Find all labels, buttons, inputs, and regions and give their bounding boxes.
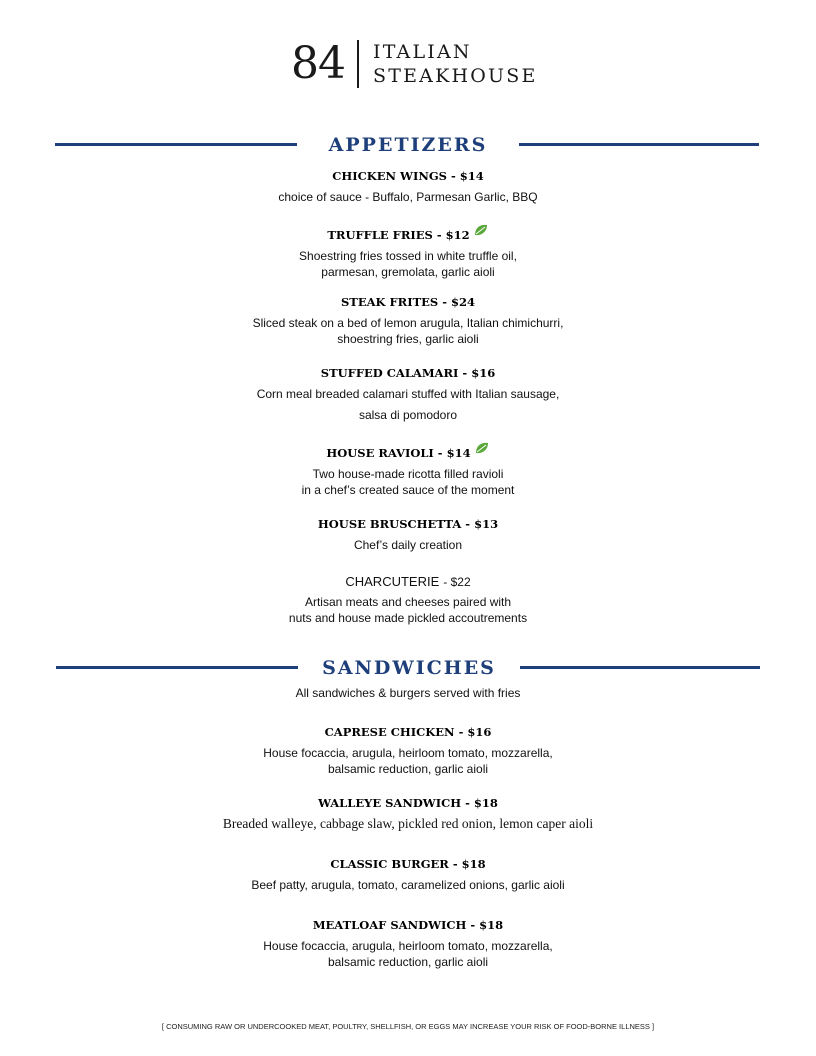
- section-rule-right: [519, 143, 759, 146]
- menu-item-name: TRUFFLE FRIES - $12: [327, 228, 470, 242]
- menu-item-desc: Corn meal breaded calamari stuffed with Italian sausage,: [256, 387, 560, 401]
- menu-item-desc: Sliced steak on a bed of lemon arugula, Italian chimichurri,: [252, 316, 564, 330]
- menu-item-price: - $22: [443, 575, 471, 589]
- logo-number: 84: [291, 38, 345, 89]
- appetizers-heading: APPETIZERS: [328, 134, 488, 156]
- menu-item-desc: Artisan meats and cheeses paired with: [304, 595, 512, 609]
- food-safety-disclaimer: [ CONSUMING RAW OR UNDERCOOKED MEAT, POULTRY, SHELLFISH, OR EGGS MAY INCREASE YOUR RISK OF FOOD-BORNE ILLNESS ]: [161, 1022, 655, 1031]
- menu-item-desc: salsa di pomodoro: [358, 408, 458, 422]
- section-rule-right: [520, 666, 760, 669]
- menu-item-name: STUFFED CALAMARI - $16: [320, 366, 496, 380]
- logo-line-1: ITALIAN: [373, 41, 472, 63]
- menu-item-desc: Chef’s daily creation: [353, 538, 463, 552]
- menu-item-name: WALLEYE SANDWICH - $18: [318, 796, 498, 810]
- menu-item-desc: parmesan, gremolata, garlic aioli: [321, 265, 495, 279]
- menu-item-desc: Beef patty, arugula, tomato, caramelized onions, garlic aioli: [251, 878, 565, 892]
- restaurant-logo: [0, 38, 816, 90]
- section-rule-left: [56, 666, 298, 669]
- logo-divider: [357, 40, 359, 88]
- menu-item-desc: Two house-made ricotta filled ravioli: [312, 467, 504, 481]
- section-rule-left: [55, 143, 297, 146]
- menu-item-desc: in a chef’s created sauce of the moment: [301, 483, 515, 497]
- menu-item-name-row: [0, 445, 816, 461]
- menu-item-desc: balsamic reduction, garlic aioli: [327, 762, 489, 776]
- menu-item-desc: choice of sauce - Buffalo, Parmesan Garlic, BBQ: [278, 190, 538, 204]
- menu-item-desc: shoestring fries, garlic aioli: [337, 332, 479, 346]
- menu-item-desc: House focaccia, arugula, heirloom tomato, mozzarella,: [263, 939, 553, 953]
- menu-item-name: CHICKEN WINGS - $14: [332, 169, 484, 183]
- menu-item-desc: Shoestring fries tossed in white truffle oil,: [299, 249, 517, 263]
- menu-item-name: HOUSE BRUSCHETTA - $13: [317, 517, 499, 531]
- menu-item-desc: House focaccia, arugula, heirloom tomato, mozzarella,: [263, 746, 553, 760]
- sandwiches-heading: SANDWICHES: [322, 657, 496, 679]
- logo-line-2: STEAKHOUSE: [373, 65, 538, 87]
- menu-item-desc: balsamic reduction, garlic aioli: [327, 955, 489, 969]
- menu-item-name-row: [0, 227, 816, 243]
- section-subtitle: All sandwiches & burgers served with fries: [295, 686, 521, 700]
- leaf-icon: [474, 441, 490, 459]
- menu-item-name: CHARCUTERIE: [345, 574, 440, 589]
- menu-item-name: CLASSIC BURGER - $18: [330, 857, 486, 871]
- menu-item-desc: nuts and house made pickled accoutrements: [288, 611, 528, 625]
- menu-item-name-row: [0, 573, 816, 591]
- menu-item-name: CAPRESE CHICKEN - $16: [324, 725, 492, 739]
- leaf-icon: [473, 223, 489, 241]
- menu-item-name: MEATLOAF SANDWICH - $18: [312, 918, 504, 932]
- menu-item-desc: Breaded walleye, cabbage slaw, pickled red onion, lemon caper aioli: [222, 816, 594, 831]
- menu-item-name: STEAK FRITES - $24: [340, 295, 476, 309]
- menu-item-name: HOUSE RAVIOLI - $14: [326, 446, 471, 460]
